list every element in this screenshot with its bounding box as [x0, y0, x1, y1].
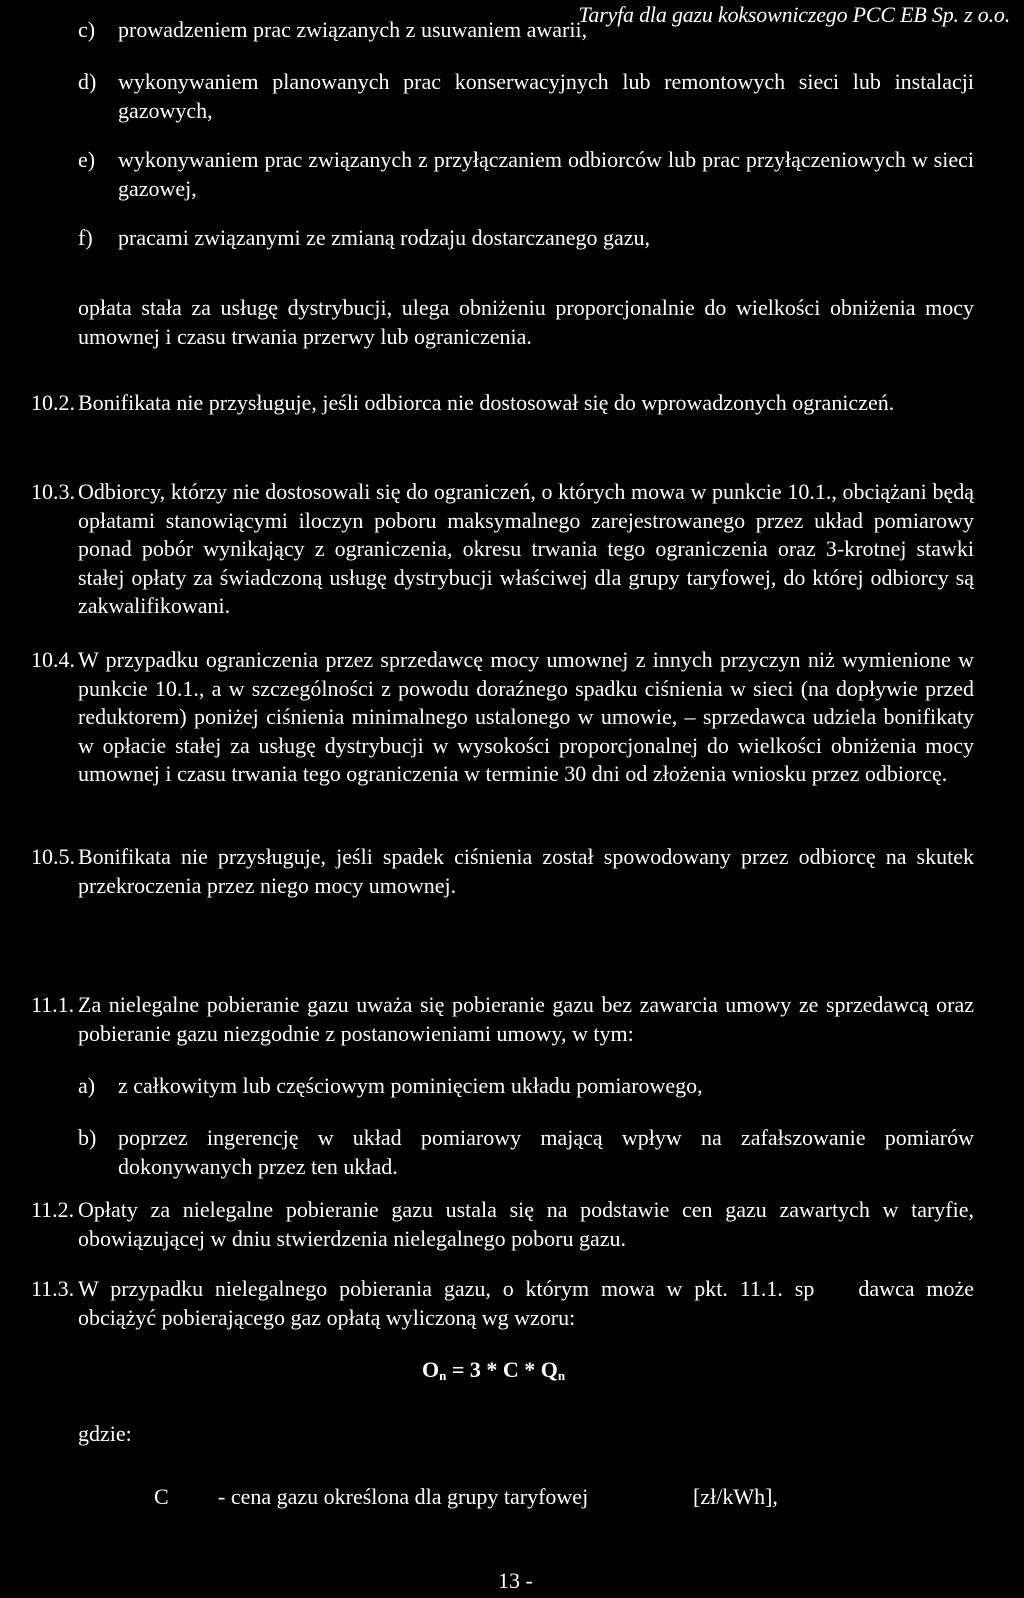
section-number: 10.2.: [31, 390, 75, 415]
legend-description: - cena gazu określona dla grupy taryfowej: [218, 1484, 589, 1509]
paragraph-10-1-tail: opłata stała za usługę dystrybucji, ulega obniżeniu proporcjonalnie do wielkości obniżenia mocy umownej i czasu trwania przerwy lub ograniczenia.: [78, 295, 974, 349]
section-number: 11.3.: [31, 1276, 75, 1301]
list-marker: c): [78, 17, 96, 42]
list-marker: b): [78, 1125, 97, 1150]
list-item-text: wykonywaniem prac związanych z przyłączaniem odbiorców lub prac przyłączeniowych w sieci gazowej,: [118, 147, 974, 201]
list-marker: f): [78, 225, 93, 250]
formula: [422, 1357, 565, 1384]
list-item: [78, 1124, 974, 1181]
list-item: [78, 224, 974, 253]
formula-rhs-subscript: n: [557, 1368, 566, 1383]
paragraph-10-3: Odbiorcy, którzy nie dostosowali się do ograniczeń, o których mowa w punkcie 10.1., obciążani będą opłatami stanowiącymi iloczyn poboru maksymalnego zarejestrowanego przez układ pomiarowy ponad pobór wynikający z ograniczenia, okresu trwania tego ograniczenia oraz 3-krotnej stawki stałej opłaty za świadczoną usługę dystrybucji właściwej dla grupy taryfowej, do której odbiorcy są zakwalifikowani.: [78, 479, 974, 619]
formula-rhs: = 3 * C * Q: [446, 1357, 558, 1382]
section-number: 11.2.: [31, 1197, 75, 1222]
list-item-text: poprzez ingerencję w układ pomiarowy mającą wpływ na zafałszowanie pomiarów dokonywanych przez ten układ.: [118, 1125, 974, 1179]
section-number: 10.3.: [31, 479, 75, 504]
list-marker: a): [78, 1073, 96, 1098]
list-item: [78, 68, 974, 125]
paragraph-10-4: W przypadku ograniczenia przez sprzedawcę mocy umownej z innych przyczyn niż wymienione w punkcie 10.1., a w szczególności z powodu doraźnego spadku ciśnienia w sieci (na dopływie przed reduktorem) poniżej ciśnienia minimalnego ustalonego w umowie, – sprzedawca udziela bonifikaty w opłacie stałej za usługę dystrybucji w wysokości proporcjonalnej do wielkości obniżenia mocy umownej i czasu trwania tego ograniczenia w terminie 30 dni od złożenia wniosku przez odbiorcę.: [78, 647, 974, 787]
list-item-text: wykonywaniem planowanych prac konserwacyjnych lub remontowych sieci lub instalacji gazowych,: [118, 69, 974, 123]
list-item: [78, 16, 974, 45]
list-item: [78, 146, 974, 203]
paragraph-11-3: W przypadku nielegalnego pobierania gazu, o którym mowa w pkt. 11.1. sp dawca może obciążyć pobierającego gaz opłatą wyliczoną wg wzoru:: [78, 1276, 974, 1330]
paragraph-11-2: Opłaty za nielegalne pobieranie gazu ustala się na podstawie cen gazu zawartych w taryfie, obowiązującej w dniu stwierdzenia nielegalnego poboru gazu.: [78, 1197, 974, 1251]
list-item-text: pracami związanymi ze zmianą rodzaju dostarczanego gazu,: [118, 225, 650, 250]
section-number: 10.4.: [31, 647, 75, 672]
list-marker: e): [78, 147, 96, 172]
running-header: Taryfa dla gazu koksowniczego PCC EB Sp. z o.o.: [578, 2, 1010, 27]
legend-unit: [zł/kWh],: [693, 1484, 778, 1509]
list-item-text: prowadzeniem prac związanych z usuwaniem awarii,: [118, 17, 588, 42]
list-marker: d): [78, 69, 97, 94]
section-number: 10.5.: [31, 844, 75, 869]
legend-symbol: C: [154, 1484, 169, 1509]
page-number: 13 -: [498, 1568, 533, 1593]
section-number: 11.1.: [31, 992, 75, 1017]
paragraph-10-5: Bonifikata nie przysługuje, jeśli spadek ciśnienia został spowodowany przez odbiorcę na skutek przekroczenia przez niego mocy umownej.: [78, 844, 974, 898]
paragraph-11-1: Za nielegalne pobieranie gazu uważa się pobieranie gazu bez zawarcia umowy ze sprzedawcą oraz pobieranie gazu niezgodnie z postanowieniami umowy, w tym:: [78, 992, 974, 1046]
list-item: [78, 1072, 974, 1101]
formula-lhs: O: [422, 1357, 440, 1382]
where-label: gdzie:: [78, 1421, 132, 1446]
paragraph-10-2: Bonifikata nie przysługuje, jeśli odbiorca nie dostosował się do wprowadzonych ograniczeń.: [78, 390, 895, 415]
list-item-text: z całkowitym lub częściowym pominięciem układu pomiarowego,: [118, 1073, 703, 1098]
formula-lhs-subscript: n: [439, 1368, 447, 1383]
